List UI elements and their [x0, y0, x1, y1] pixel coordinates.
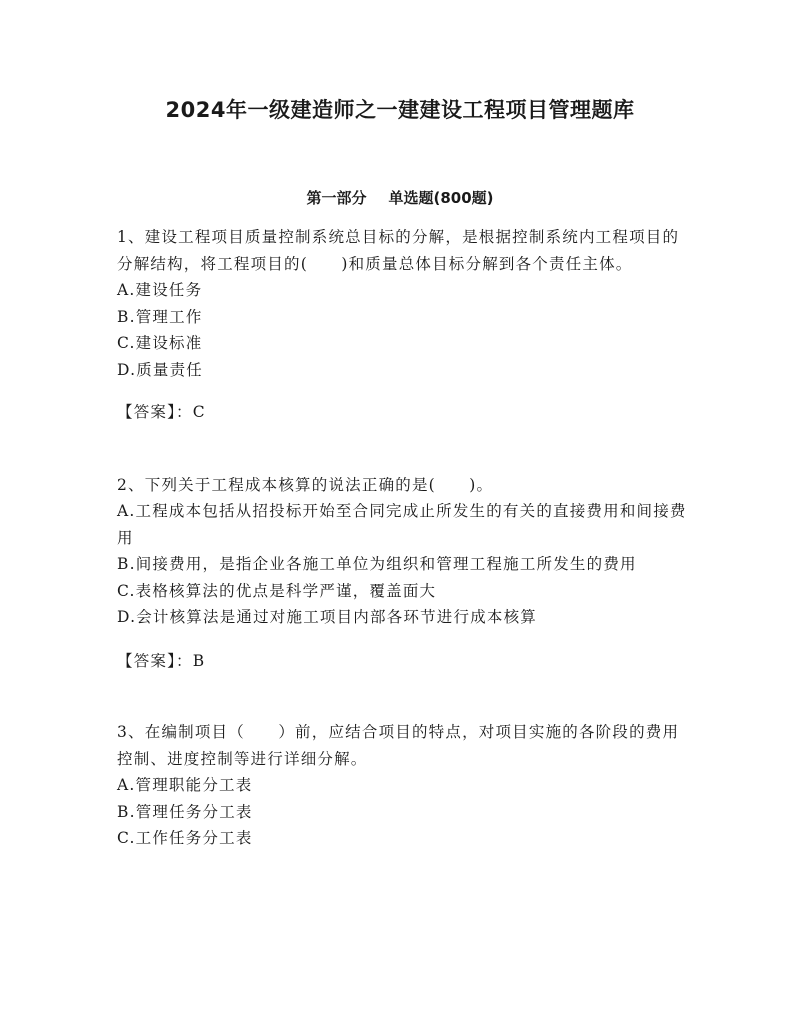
question-3 — [117, 719, 687, 852]
question-1 — [117, 224, 687, 426]
option-d: D.会计核算法是通过对施工项目内部各环节进行成本核算 — [117, 608, 538, 626]
option-b: B.间接费用，是指企业各施工单位为组织和管理工程施工所发生的费用 — [117, 555, 637, 573]
answer: 【答案】：B — [117, 651, 206, 670]
option-c: C.工作任务分工表 — [117, 829, 253, 847]
option-d: D.质量责任 — [117, 360, 204, 379]
answer: 【答案】：C — [117, 403, 206, 421]
option-a: A.建设任务 — [117, 281, 203, 299]
option-b: B.管理工作 — [117, 307, 203, 326]
option-a: A.工程成本包括从招投标开始至合同完成止所发生的有关的直接费用和间接费用 — [117, 502, 687, 547]
document-title: 2024年一级建造师之一建建设工程项目管理题库 — [165, 98, 635, 122]
option-b: B.管理任务分工表 — [117, 802, 253, 821]
question-stem: 3、在编制项目（ ）前，应结合项目的特点，对项目实施的各阶段的费用控制、进度控制等进行详细分解。 — [117, 723, 680, 768]
question-stem: 1、建设工程项目质量控制系统总目标的分解，是根据控制系统内工程项目的分解结构，将工程项目的( )和质量总体目标分解到各个责任主体。 — [117, 228, 680, 273]
section-title — [0, 187, 800, 208]
option-c: C.表格核算法的优点是科学严谨，覆盖面大 — [117, 581, 437, 600]
question-list — [117, 224, 687, 852]
option-c: C.建设标准 — [117, 334, 203, 352]
section-name: 单选题(800题) — [388, 189, 494, 207]
section-part: 第一部分 — [306, 189, 367, 207]
question-2 — [117, 472, 687, 675]
question-stem: 2、下列关于工程成本核算的说法正确的是( )。 — [117, 475, 494, 494]
option-a: A.管理职能分工表 — [117, 776, 253, 794]
